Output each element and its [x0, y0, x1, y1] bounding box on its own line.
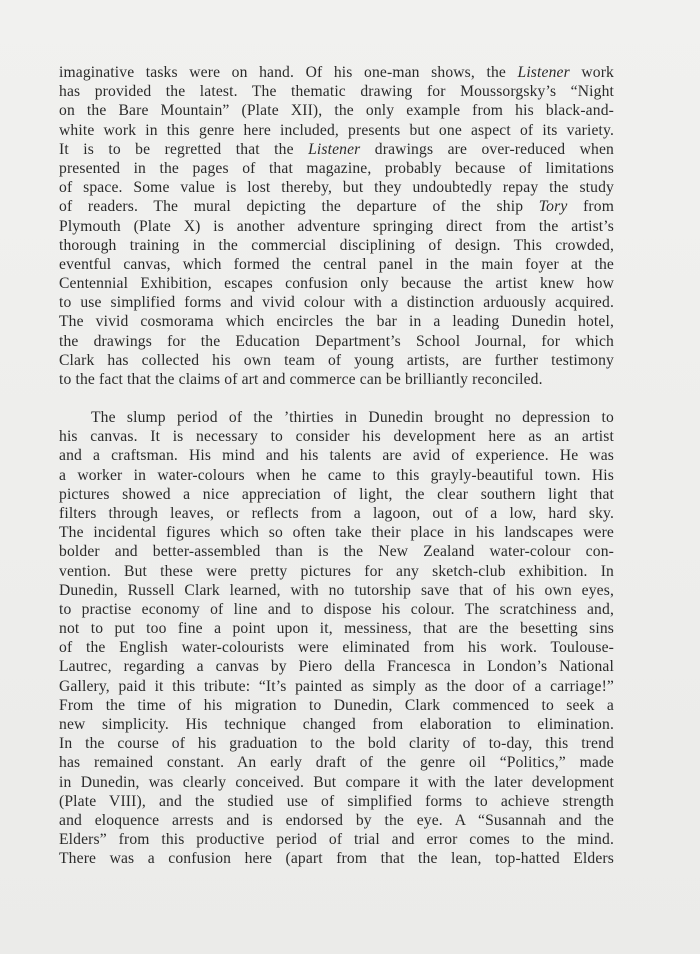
- text-line: It is to be regretted that the Listener drawings are over-reduced when: [59, 140, 614, 158]
- text-line: Gallery, paid it this tribute: “It’s painted as simply as the door of a carriage!”: [59, 677, 614, 695]
- text-line: to practise economy of line and to dispose his colour. The scratchiness and,: [59, 600, 614, 618]
- paragraph-2: [59, 408, 614, 869]
- text-line: new simplicity. His technique changed from elaboration to elimination.: [59, 716, 614, 733]
- text-line: and a craftsman. His mind and his talents are avid of experience. He was: [59, 447, 614, 465]
- text-line: Elders” from this productive period of trial and error comes to the mind.: [59, 831, 614, 849]
- text-line: has provided the latest. The thematic drawing for Moussorgsky’s “Night: [59, 83, 614, 101]
- text-line: white work in this genre here included, presents but one aspect of its variety.: [59, 121, 614, 139]
- text-line: Clark has collected his own team of young artists, are further testimony: [59, 351, 614, 369]
- text-line: vention. But these were pretty pictures for any sketch-club exhibition. In: [59, 562, 614, 580]
- text-line: presented in the pages of that magazine, probably because of limitations: [59, 159, 614, 177]
- text-line: From the time of his migration to Dunedin, Clark commenced to seek a: [59, 696, 614, 714]
- text-line: Centennial Exhibition, escapes confusion only because the artist knew how: [59, 275, 614, 293]
- text-line: pictures showed a nice appreciation of light, the clear southern light that: [59, 485, 614, 503]
- text-line: of space. Some value is lost thereby, but they undoubtedly repay the study: [59, 179, 614, 197]
- text-line: in Dunedin, was clearly conceived. But compare it with the later development: [59, 773, 614, 791]
- text-line: not to put too fine a point upon it, messiness, that are the besetting sins: [59, 620, 614, 638]
- text-line: and eloquence arrests and is endorsed by the eye. A “Susannah and the: [59, 811, 614, 829]
- paragraph-1: [59, 63, 614, 389]
- text-line: (Plate VIII), and the studied use of simplified forms to achieve strength: [59, 792, 614, 810]
- text-line: bolder and better-assembled than is the New Zealand water-colour con-: [59, 543, 614, 561]
- text-line: his canvas. It is necessary to consider his development here as an artist: [59, 428, 614, 446]
- text-line: on the Bare Mountain” (Plate XII), the only example from his black-and-: [59, 102, 614, 120]
- text-line: Lautrec, regarding a canvas by Piero della Francesca in London’s National: [59, 658, 614, 676]
- text-line: There was a confusion here (apart from that the lean, top-hatted Elders: [59, 850, 614, 868]
- text-line: a worker in water-colours when he came to this grayly-beautiful town. His: [59, 466, 614, 484]
- text-line: The slump period of the ’thirties in Dunedin brought no depression to: [91, 409, 614, 426]
- text-line: Dunedin, Russell Clark learned, with no tutorship save that of his own eyes,: [59, 581, 614, 599]
- text-line: Plymouth (Plate X) is another adventure springing direct from the artist’s: [59, 217, 614, 235]
- text-line: In the course of his graduation to the bold clarity of to-day, this trend: [59, 735, 614, 753]
- text-line: to use simplified forms and vivid colour with a distinction arduously acquired.: [59, 294, 614, 312]
- text-line: has remained constant. An early draft of the genre oil “Politics,” made: [59, 754, 614, 772]
- text-line: of readers. The mural depicting the departure of the ship Tory from: [59, 198, 614, 216]
- text-line: of the English water-colourists were eliminated from his work. Toulouse-: [59, 639, 614, 657]
- text-line: filters through leaves, or reflects from a lagoon, out of a low, hard sky.: [59, 504, 614, 522]
- text-line: The incidental figures which so often take their place in his landscapes were: [59, 524, 614, 542]
- text-line: eventful canvas, which formed the central panel in the main foyer at the: [59, 255, 614, 273]
- text-line: to the fact that the claims of art and commerce can be brilliantly reconciled.: [59, 371, 543, 388]
- text-line: the drawings for the Education Department’s School Journal, for which: [59, 332, 614, 350]
- text-line: The vivid cosmorama which encircles the bar in a leading Dunedin hotel,: [59, 313, 614, 331]
- text-line: thorough training in the commercial disciplining of design. This crowded,: [59, 236, 614, 254]
- text-line: imaginative tasks were on hand. Of his one-man shows, the Listener work: [59, 64, 615, 81]
